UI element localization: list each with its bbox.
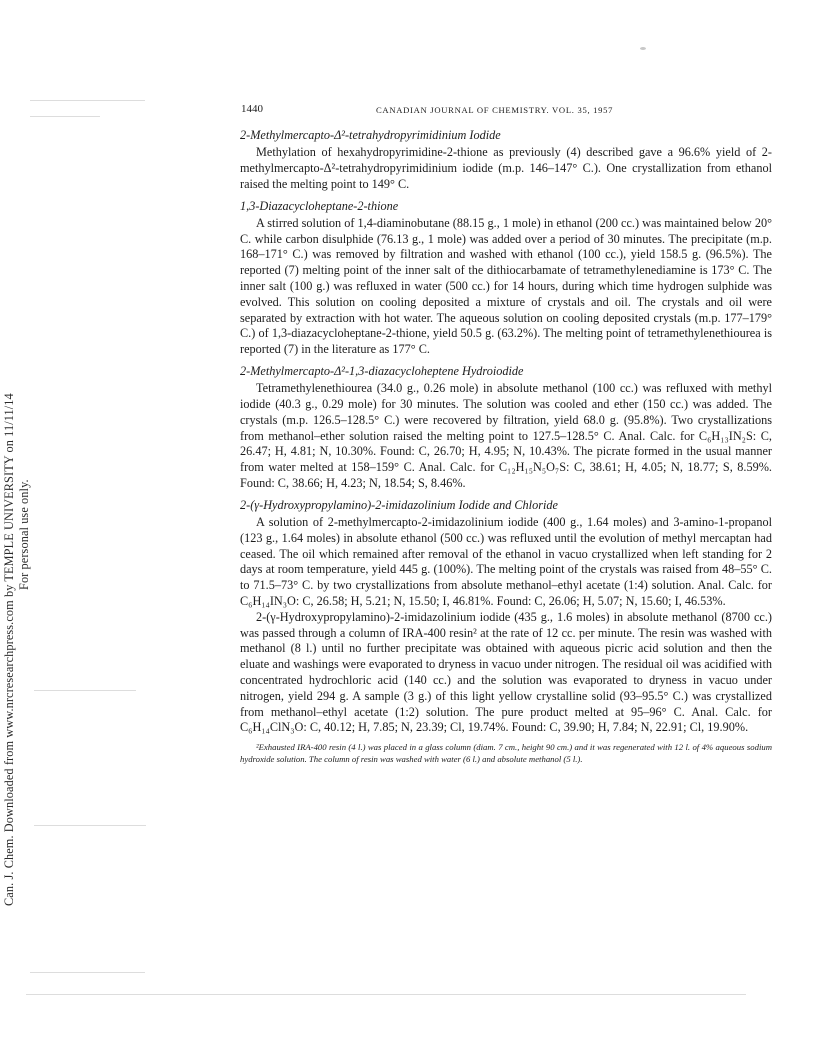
paragraph: Tetramethylenethiourea (34.0 g., 0.26 mole) in absolute methanol (100 cc.) was refluxed with methyl iodide (40.3 g., 0.29 mole) for 30 minutes. The solution was cooled and ether (150 cc.) was added. The crystals (m.p. 126.5–128.5° C.) were recovered by filtration, yield 68.0 g. (95.8%). Two crystallizations from methanol–ether solution raised the melting point to 127.5–128.5° C. Anal. Calc. for C₆H₁₃IN₂S: C, 26.47; H, 4.81; N, 10.30%. Found: C, 26.70; H, 4.95; N, 10.43%. The picrate formed in the usual manner from water melted at 158–159° C. Anal. Calc. for C₁₂H₁₅N₅O₇S: C, 38.61; H, 4.05; N, 18.77; S, 8.59%. Found: C, 38.66; H, 4.23; N, 18.54; S, 8.46%. (240, 381, 772, 490)
section-diazacycloheptane-thione (240, 199, 772, 358)
section-heading: 2-Methylmercapto-Δ²-1,3-diazacycloheptene Hydroiodide (240, 363, 524, 378)
section-diazacycloheptene-hydroiodide (240, 364, 772, 492)
scan-speck (640, 47, 646, 50)
scan-artifact (34, 825, 146, 826)
paragraph: Methylation of hexahydropyrimidine-2-thione as previously (4) described gave a 96.6% yield of 2-methylmercapto-Δ²-tetrahydropyrimidinium iodide (m.p. 146–147° C.). One crystallization from ethanol raised the melting point to 149° C. (240, 145, 772, 191)
running-head (240, 101, 772, 117)
download-watermark (0, 0, 40, 1053)
journal-page (240, 101, 772, 765)
scan-artifact (30, 972, 145, 973)
page-number: 1440 (241, 103, 263, 115)
scan-artifact (196, 994, 746, 995)
paragraph: A stirred solution of 1,4-diaminobutane (88.15 g., 1 mole) in ethanol (200 cc.) was maintained below 20° C. while carbon disulphide (76.13 g., 1 mole) was added over a period of 30 minutes. The precipitate (m.p. 168–171° C.) was removed by filtration and washed with ethanol (100 cc.), yield 158.5 g. (96.5%). The reported (7) melting point of the inner salt of the dithiocarbamate of tetramethylenediamine is 173° C. The inner salt (100 g.) was refluxed in water (500 cc.) for 14 hours, during which time hydrogen sulphide was evolved. This solution on cooling deposited a mixture of crystals and oil. The crystals and oil were separated by extraction with hot water. The aqueous solution on cooling deposited crystals (m.p. 177–179° C.) of 1,3-diazacycloheptane-2-thione, yield 50.5 g. (63.2%). The melting point of tetramethylenethiourea is reported (7) in the literature as 177° C. (240, 215, 772, 357)
paragraph: A solution of 2-methylmercapto-2-imidazolinium iodide (400 g., 1.64 moles) and 3-amino-1-propanol (123 g., 1.64 moles) in absolute ethanol (500 cc.) was refluxed until the evolution of methyl mercaptan had ceased. The oil which remained after removal of the ethanol in vacuo crystallized when left standing for 2 days at room temperature, yield 445 g. (100%). The melting point of the crystals was raised from 48–55° C. to 71.5–73° C. by two crystallizations from absolute methanol–ethyl acetate (1:4) solution. Anal. Calc. for C₆H₁₄IN₃O: C, 26.58; H, 5.21; N, 15.50; I, 46.81%. Found: C, 26.06; H, 5.07; N, 15.60; I, 46.53%. (240, 514, 772, 608)
download-notice: Can. J. Chem. Downloaded from www.nrcresearchpress.com by TEMPLE UNIVERSITY on 11/11/14 (2, 393, 16, 906)
personal-use-notice: For personal use only. (17, 479, 31, 590)
section-methylmercapto-tetrahydropyrimidinium (240, 128, 772, 193)
paragraph: 2-(γ-Hydroxypropylamino)-2-imidazolinium iodide (435 g., 1.6 moles) in absolute methanol (8700 cc.) was passed through a column of IRA-400 resin² at the rate of 12 cc. per minute. The resin was washed with methanol (8 l.) until no further precipitate was obtained with aqueous picric acid solution and then the eluate and washings were evaporated to dryness in vacuo under nitrogen. The residual oil was acidified with concentrated hydrochloric acid (140 cc.) and the solution was evaporated to dryness in vacuo under nitrogen, yield 294 g. A sample (3 g.) of this light yellow crystalline solid (93–95.5° C.) was crystallized from methanol–ethyl acetate (1:2) solution. The pure product melted at 95–96° C. Anal. Calc. for C₆H₁₄ClN₃O: C, 40.12; H, 7.85; N, 23.39; Cl, 19.74%. Found: C, 39.90; H, 7.84; N, 22.91; Cl, 19.90%. (240, 609, 772, 735)
scan-artifact (34, 690, 136, 691)
scan-artifact (30, 116, 100, 117)
section-heading: 1,3-Diazacycloheptane-2-thione (240, 198, 399, 213)
journal-title: CANADIAN JOURNAL OF CHEMISTRY. VOL. 35, 1957 (376, 105, 614, 115)
section-hydroxypropylamino-imidazolinium (240, 498, 772, 736)
section-heading: 2-Methylmercapto-Δ²-tetrahydropyrimidinium Iodide (240, 128, 501, 142)
scan-artifact (30, 100, 145, 101)
footnote: ²Exhausted IRA-400 resin (4 l.) was placed in a glass column (diam. 7 cm., height 90 cm.) and it was regenerated with 12 l. of 4% aqueous sodium hydroxide solution. The column of resin was washed with water (6 l.) and absolute methanol (5 l.). (240, 742, 772, 764)
section-heading: 2-(γ-Hydroxypropylamino)-2-imidazolinium Iodide and Chloride (240, 497, 558, 512)
